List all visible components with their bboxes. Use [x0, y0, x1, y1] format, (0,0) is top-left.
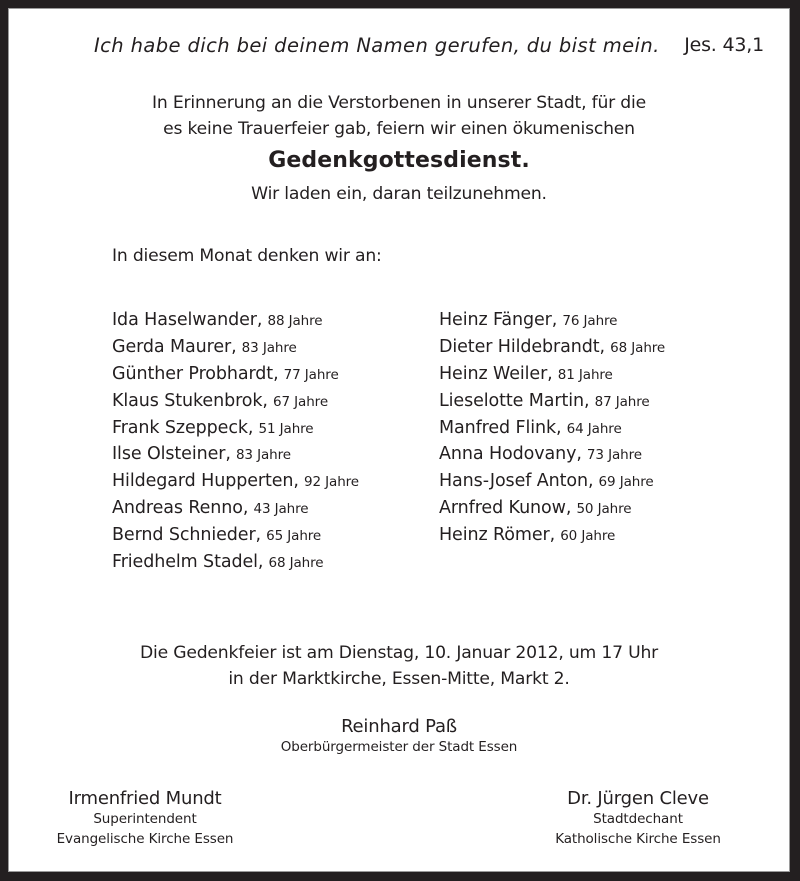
list-item: Anna Hodovany, 73 Jahre — [439, 444, 642, 465]
intro-line-1: In Erinnerung an die Verstorbenen in unserer Stadt, für die — [152, 93, 646, 113]
list-item: Gerda Maurer, 83 Jahre — [112, 336, 297, 357]
list-item: Frank Szeppeck, 51 Jahre — [112, 417, 314, 438]
list-item: Heinz Römer, 60 Jahre — [439, 525, 616, 546]
list-item: Friedhelm Stadel, 68 Jahre — [112, 552, 324, 573]
signatory-center — [8, 716, 790, 757]
intro-line-2: es keine Trauerfeier gab, feiern wir einen ökumenischen — [163, 119, 635, 139]
names-column-right — [439, 310, 665, 552]
signatory-name: Irmenfried Mundt — [68, 788, 222, 809]
signatory-title: Superintendent — [93, 811, 197, 827]
list-item: Bernd Schnieder, 65 Jahre — [112, 525, 322, 546]
list-item: Ilse Olsteiner, 83 Jahre — [112, 444, 291, 465]
event-date-line: Die Gedenkfeier ist am Dienstag, 10. Januar 2012, um 17 Uhr — [139, 643, 659, 663]
signatory-right — [533, 788, 743, 849]
signatory-left — [40, 788, 250, 849]
list-item: Hans-Josef Anton, 69 Jahre — [439, 471, 654, 492]
month-heading: In diesem Monat denken wir an: — [112, 246, 382, 266]
event-location-line: in der Marktkirche, Essen-Mitte, Markt 2. — [228, 669, 570, 689]
signatory-name: Reinhard Paß — [341, 716, 457, 737]
list-item: Andreas Renno, 43 Jahre — [112, 498, 309, 519]
list-item: Heinz Weiler, 81 Jahre — [439, 363, 613, 384]
list-item: Heinz Fänger, 76 Jahre — [439, 310, 618, 330]
list-item: Arnfred Kunow, 50 Jahre — [439, 498, 632, 519]
intro-text — [8, 90, 790, 142]
signatory-title: Oberbürgermeister der Stadt Essen — [280, 739, 518, 755]
list-item: Günther Probhardt, 77 Jahre — [112, 363, 339, 384]
bible-quote: Ich habe dich bei deinem Namen gerufen, du bist mein. — [94, 34, 660, 57]
invitation-text: Wir laden ein, daran teilzunehmen. — [251, 184, 547, 204]
list-item: Ida Haselwander, 88 Jahre — [112, 310, 323, 330]
list-item: Manfred Flink, 64 Jahre — [439, 417, 622, 438]
signatory-organization: Evangelische Kirche Essen — [56, 831, 234, 847]
list-item: Hildegard Hupperten, 92 Jahre — [112, 471, 360, 492]
headline: Gedenkgottesdienst. — [268, 148, 530, 173]
names-column-left — [112, 310, 359, 579]
signatory-title: Stadtdechant — [593, 811, 683, 827]
signatory-organization: Katholische Kirche Essen — [555, 831, 721, 847]
list-item: Klaus Stukenbrok, 67 Jahre — [112, 390, 329, 411]
memorial-notice — [8, 8, 790, 872]
event-details — [8, 640, 790, 692]
list-item: Lieselotte Martin, 87 Jahre — [439, 390, 650, 411]
signatory-name: Dr. Jürgen Cleve — [567, 788, 709, 809]
verse-reference: Jes. 43,1 — [684, 34, 764, 56]
list-item: Dieter Hildebrandt, 68 Jahre — [439, 336, 666, 357]
